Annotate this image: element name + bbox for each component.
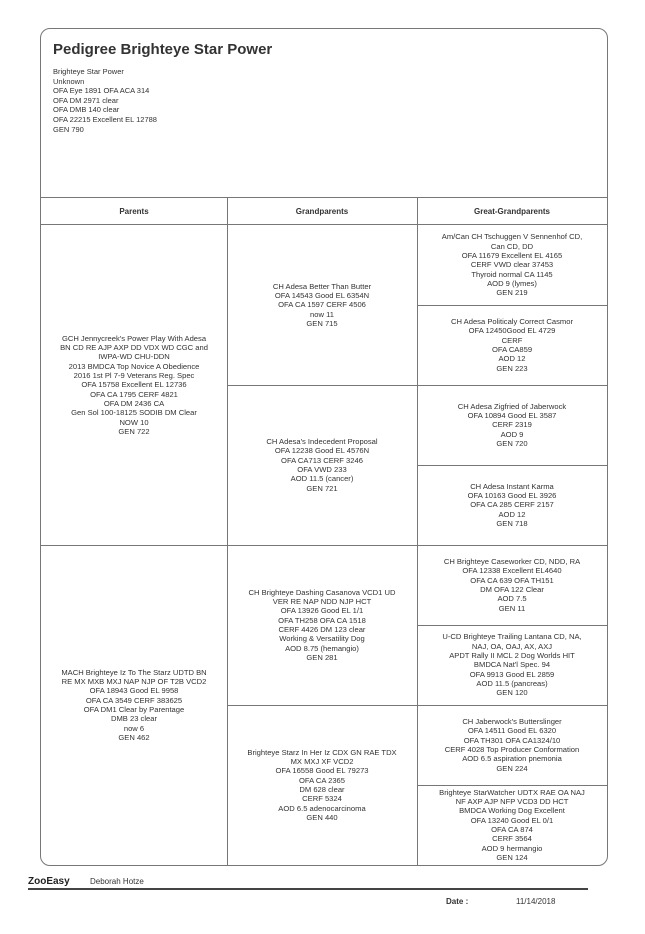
table-divider bbox=[227, 385, 417, 386]
great-grandparent-cell bbox=[417, 385, 607, 465]
pedigree-text-line: 2013 BMDCA Top Novice A Obedience bbox=[68, 361, 200, 371]
pedigree-text-line: NOW 10 bbox=[119, 417, 149, 427]
pedigree-text-line: OFA 18943 Good EL 9958 bbox=[89, 686, 179, 696]
pedigree-text-line: OFA 9913 Good EL 2859 bbox=[469, 669, 555, 679]
pedigree-text-line: CERF VWD clear 37453 bbox=[470, 260, 554, 270]
pedigree-text-line: GEN 124 bbox=[496, 852, 528, 862]
pedigree-text-line: now 6 bbox=[123, 723, 145, 733]
pedigree-text-line: OFA 11679 Excellent EL 4165 bbox=[461, 251, 563, 261]
pedigree-text-line: MX MXJ XF VCD2 bbox=[290, 757, 354, 767]
info-line: OFA DMB 140 clear bbox=[53, 105, 120, 115]
page-title: Pedigree Brighteye Star Power bbox=[53, 41, 273, 58]
pedigree-text-line: AOD 7.5 bbox=[497, 594, 527, 604]
great-grandparent-cell bbox=[417, 625, 607, 705]
info-line: OFA Eye 1891 OFA ACA 314 bbox=[53, 86, 150, 96]
info-line: Unknown bbox=[53, 76, 85, 86]
dog-info bbox=[53, 67, 157, 134]
info-line: Brighteye Star Power bbox=[53, 67, 124, 76]
pedigree-text-line: OFA VWD 233 bbox=[297, 465, 347, 474]
pedigree-text-line: AOD 11.5 (pancreas) bbox=[476, 678, 548, 688]
table-divider bbox=[227, 705, 417, 706]
pedigree-text-line: AOD 6.5 adenocarcinoma bbox=[278, 803, 366, 813]
pedigree-text-line: OFA TH301 OFA CA1324/10 bbox=[463, 735, 561, 745]
pedigree-text-line: OFA DM1 Clear by Parentage bbox=[83, 705, 185, 714]
pedigree-text-line: CERF 5324 bbox=[302, 794, 342, 804]
pedigree-text-line: OFA 14543 Good EL 6354N bbox=[274, 291, 370, 301]
pedigree-text-line: now 11 bbox=[310, 309, 334, 319]
pedigree-text-line: 2016 1st Pl 7-9 Veterans Reg. Spec bbox=[73, 371, 195, 381]
pedigree-text-line: OFA 10894 Good EL 3587 bbox=[467, 411, 557, 421]
pedigree-text-line: Thyroid normal CA 1145 bbox=[471, 269, 553, 279]
pedigree-text-line: MACH Brighteye Iz To The Starz UDTD BN bbox=[61, 667, 207, 677]
pedigree-text-line: CERF 3564 bbox=[492, 834, 532, 844]
pedigree-sheet bbox=[40, 28, 608, 866]
pedigree-text-line: Brighteye StarWatcher UDTX RAE OA NAJ bbox=[439, 787, 585, 797]
pedigree-text-line: CH Brighteye Dashing Casanova VCD1 UD bbox=[248, 587, 396, 597]
pedigree-text-line: CH Adesa Politicaly Correct Casmor bbox=[451, 317, 573, 327]
pedigree-text-line: Am/Can CH Tschuggen V Sennenhof CD, bbox=[441, 232, 583, 242]
pedigree-text-line: OFA 16558 Good EL 79273 bbox=[275, 766, 369, 776]
table-divider bbox=[41, 545, 227, 546]
pedigree-text-line: OFA TH258 OFA CA 1518 bbox=[278, 615, 366, 625]
pedigree-text-line: CH Adesa Zigfried of Jaberwock bbox=[457, 401, 567, 411]
pedigree-text-line: OFA 12238 Good EL 4576N bbox=[274, 446, 370, 456]
pedigree-text-line: DMB 23 clear bbox=[110, 714, 157, 724]
pedigree-text-line: GCH Jennycreek's Power Play With Adesa bbox=[61, 333, 207, 343]
pedigree-text-line: AOD 6.5 aspiration pnemonia bbox=[462, 754, 562, 764]
pedigree-text-line: OFA 14511 Good EL 6320 bbox=[467, 726, 557, 736]
pedigree-text-line: U-CD Brighteye Trailing Lantana CD, NA, bbox=[442, 632, 582, 642]
table-divider bbox=[417, 785, 607, 786]
pedigree-text-line: CERF 4426 DM 123 clear bbox=[278, 625, 366, 634]
great-grandparent-cell bbox=[417, 545, 607, 625]
pedigree-text-line: IWPA-WD CHU-DDN bbox=[98, 352, 170, 362]
table-divider bbox=[417, 197, 418, 865]
table-divider bbox=[227, 197, 228, 865]
pedigree-text-line: APDT Rally II MCL 2 Dog Worlds HIT bbox=[449, 651, 575, 661]
table-divider bbox=[417, 385, 607, 386]
pedigree-text-line: CERF 4028 Top Producer Conformation bbox=[444, 745, 580, 754]
grandparent-cell bbox=[227, 385, 417, 545]
author-name: Deborah Hotze bbox=[90, 877, 144, 886]
pedigree-text-line: AOD 11.5 (cancer) bbox=[290, 474, 354, 484]
pedigree-header bbox=[41, 29, 607, 197]
pedigree-text-line: GEN 223 bbox=[496, 363, 528, 373]
date-label: Date : bbox=[446, 897, 469, 906]
pedigree-text-line: NAJ, OA, OAJ, AX, AXJ bbox=[471, 641, 553, 651]
table-divider bbox=[417, 305, 607, 306]
pedigree-text-line: GEN 120 bbox=[496, 688, 528, 698]
pedigree-text-line: Brighteye Starz In Her Iz CDX GN RAE TDX bbox=[247, 747, 397, 757]
pedigree-text-line: GEN 11 bbox=[498, 603, 526, 613]
pedigree-text-line: OFA 13240 Good EL 0/1 bbox=[470, 815, 554, 825]
pedigree-text-line: CERF 2319 bbox=[492, 420, 532, 430]
pedigree-text-line: OFA DM 2436 CA bbox=[103, 398, 165, 408]
great-grandparent-cell bbox=[417, 705, 607, 785]
table-divider bbox=[227, 545, 417, 546]
pedigree-text-line: GEN 219 bbox=[496, 288, 528, 298]
pedigree-text-line: Working & Versatility Dog bbox=[279, 634, 365, 644]
info-line: OFA DM 2971 clear bbox=[53, 95, 119, 105]
page-footer bbox=[28, 876, 618, 916]
date-value: 11/14/2018 bbox=[516, 897, 556, 906]
pedigree-text-line: CH Adesa Instant Karma bbox=[470, 481, 554, 491]
great-grandparent-cell bbox=[417, 305, 607, 385]
pedigree-text-line: GEN 721 bbox=[306, 483, 338, 493]
pedigree-text-line: BMDCA Nat'l Spec. 94 bbox=[473, 660, 551, 670]
parent-cell bbox=[41, 545, 227, 865]
footer-divider bbox=[28, 888, 588, 890]
info-line: OFA 22215 Excellent EL 12788 bbox=[53, 114, 157, 124]
grandparent-cell bbox=[227, 545, 417, 705]
pedigree-text-line: AOD 9 bbox=[500, 429, 524, 439]
pedigree-text-line: Can CD, DD bbox=[490, 241, 534, 251]
pedigree-text-line: CH Adesa's Indecedent Proposal bbox=[266, 437, 378, 447]
pedigree-text-line: AOD 9 hermangio bbox=[481, 843, 543, 853]
pedigree-text-line: GEN 440 bbox=[306, 812, 338, 822]
table-divider bbox=[417, 625, 607, 626]
table-divider bbox=[417, 705, 607, 706]
pedigree-text-line: AOD 8.75 (hemangio) bbox=[285, 643, 359, 653]
pedigree-text-line: RE MX MXB MXJ NAP NJP OF T2B VCD2 bbox=[61, 677, 207, 687]
pedigree-text-line: GEN 718 bbox=[496, 518, 528, 528]
pedigree-text-line: OFA CA 639 OFA TH151 bbox=[470, 575, 554, 585]
pedigree-text-line: AOD 9 (lymes) bbox=[487, 278, 537, 288]
pedigree-text-line: OFA 12338 Excellent EL4640 bbox=[462, 566, 562, 576]
pedigree-text-line: GEN 715 bbox=[306, 318, 338, 328]
pedigree-text-line: CH Adesa Better Than Butter bbox=[272, 281, 372, 291]
pedigree-text-line: GEN 281 bbox=[306, 652, 338, 662]
grandparent-cell bbox=[227, 705, 417, 865]
pedigree-text-line: GEN 722 bbox=[118, 426, 150, 436]
pedigree-table bbox=[41, 197, 607, 865]
pedigree-text-line: Gen Sol 100-18125 SODIB DM Clear bbox=[71, 408, 197, 418]
pedigree-text-line: CH Brighteye Caseworker CD, NDD, RA bbox=[443, 557, 581, 567]
parent-cell bbox=[41, 225, 227, 545]
pedigree-text-line: OFA 10163 Good EL 3926 bbox=[467, 491, 557, 501]
pedigree-text-line: VER RE NAP NDD NJP HCT bbox=[272, 597, 372, 607]
table-divider bbox=[417, 545, 607, 546]
pedigree-text-line: OFA CA713 CERF 3246 bbox=[281, 455, 363, 465]
pedigree-text-line: OFA CA 285 CERF 2157 bbox=[470, 500, 554, 510]
pedigree-text-line: GEN 720 bbox=[496, 438, 528, 448]
pedigree-text-line: NF AXP AJP NFP VCD3 DD HCT bbox=[455, 797, 569, 807]
pedigree-text-line: DM 628 clear bbox=[299, 785, 345, 794]
pedigree-text-line: OFA CA 1597 CERF 4506 bbox=[278, 300, 366, 310]
great-grandparent-cell bbox=[417, 785, 607, 865]
info-line: GEN 790 bbox=[53, 124, 84, 134]
pedigree-text-line: GEN 462 bbox=[118, 732, 150, 742]
pedigree-text-line: CERF bbox=[501, 335, 523, 345]
pedigree-text-line: CH Jaberwock's Butterslinger bbox=[462, 717, 562, 727]
great-grandparent-cell bbox=[417, 225, 607, 305]
great-grandparent-cell bbox=[417, 465, 607, 545]
pedigree-text-line: OFA 13926 Good EL 1/1 bbox=[280, 606, 364, 616]
pedigree-text-line: BMDCA Working Dog Excellent bbox=[459, 806, 565, 816]
header-grandparents: Grandparents bbox=[227, 197, 417, 225]
zooeasy-logo: ZooEasy bbox=[28, 876, 70, 887]
pedigree-text-line: BN CD RE AJP AXP DD VDX WD CGC and bbox=[60, 343, 208, 353]
pedigree-text-line: OFA CA 3549 CERF 383625 bbox=[85, 695, 183, 705]
header-great-grandparents: Great-Grandparents bbox=[417, 197, 607, 225]
pedigree-text-line: AOD 12 bbox=[498, 354, 526, 364]
pedigree-text-line: AOD 12 bbox=[498, 509, 526, 519]
table-divider bbox=[417, 465, 607, 466]
pedigree-text-line: OFA CA859 bbox=[491, 345, 533, 354]
pedigree-text-line: OFA 15758 Excellent EL 12736 bbox=[81, 380, 187, 390]
pedigree-text-line: OFA CA 874 bbox=[491, 825, 533, 834]
pedigree-text-line: DM OFA 122 Clear bbox=[480, 585, 544, 594]
grandparent-cell bbox=[227, 225, 417, 385]
pedigree-text-line: OFA 12450Good EL 4729 bbox=[468, 326, 556, 336]
pedigree-text-line: OFA CA 2365 bbox=[298, 775, 345, 785]
header-parents: Parents bbox=[41, 197, 227, 225]
pedigree-text-line: GEN 224 bbox=[496, 763, 528, 773]
pedigree-text-line: OFA CA 1795 CERF 4821 bbox=[90, 389, 178, 399]
